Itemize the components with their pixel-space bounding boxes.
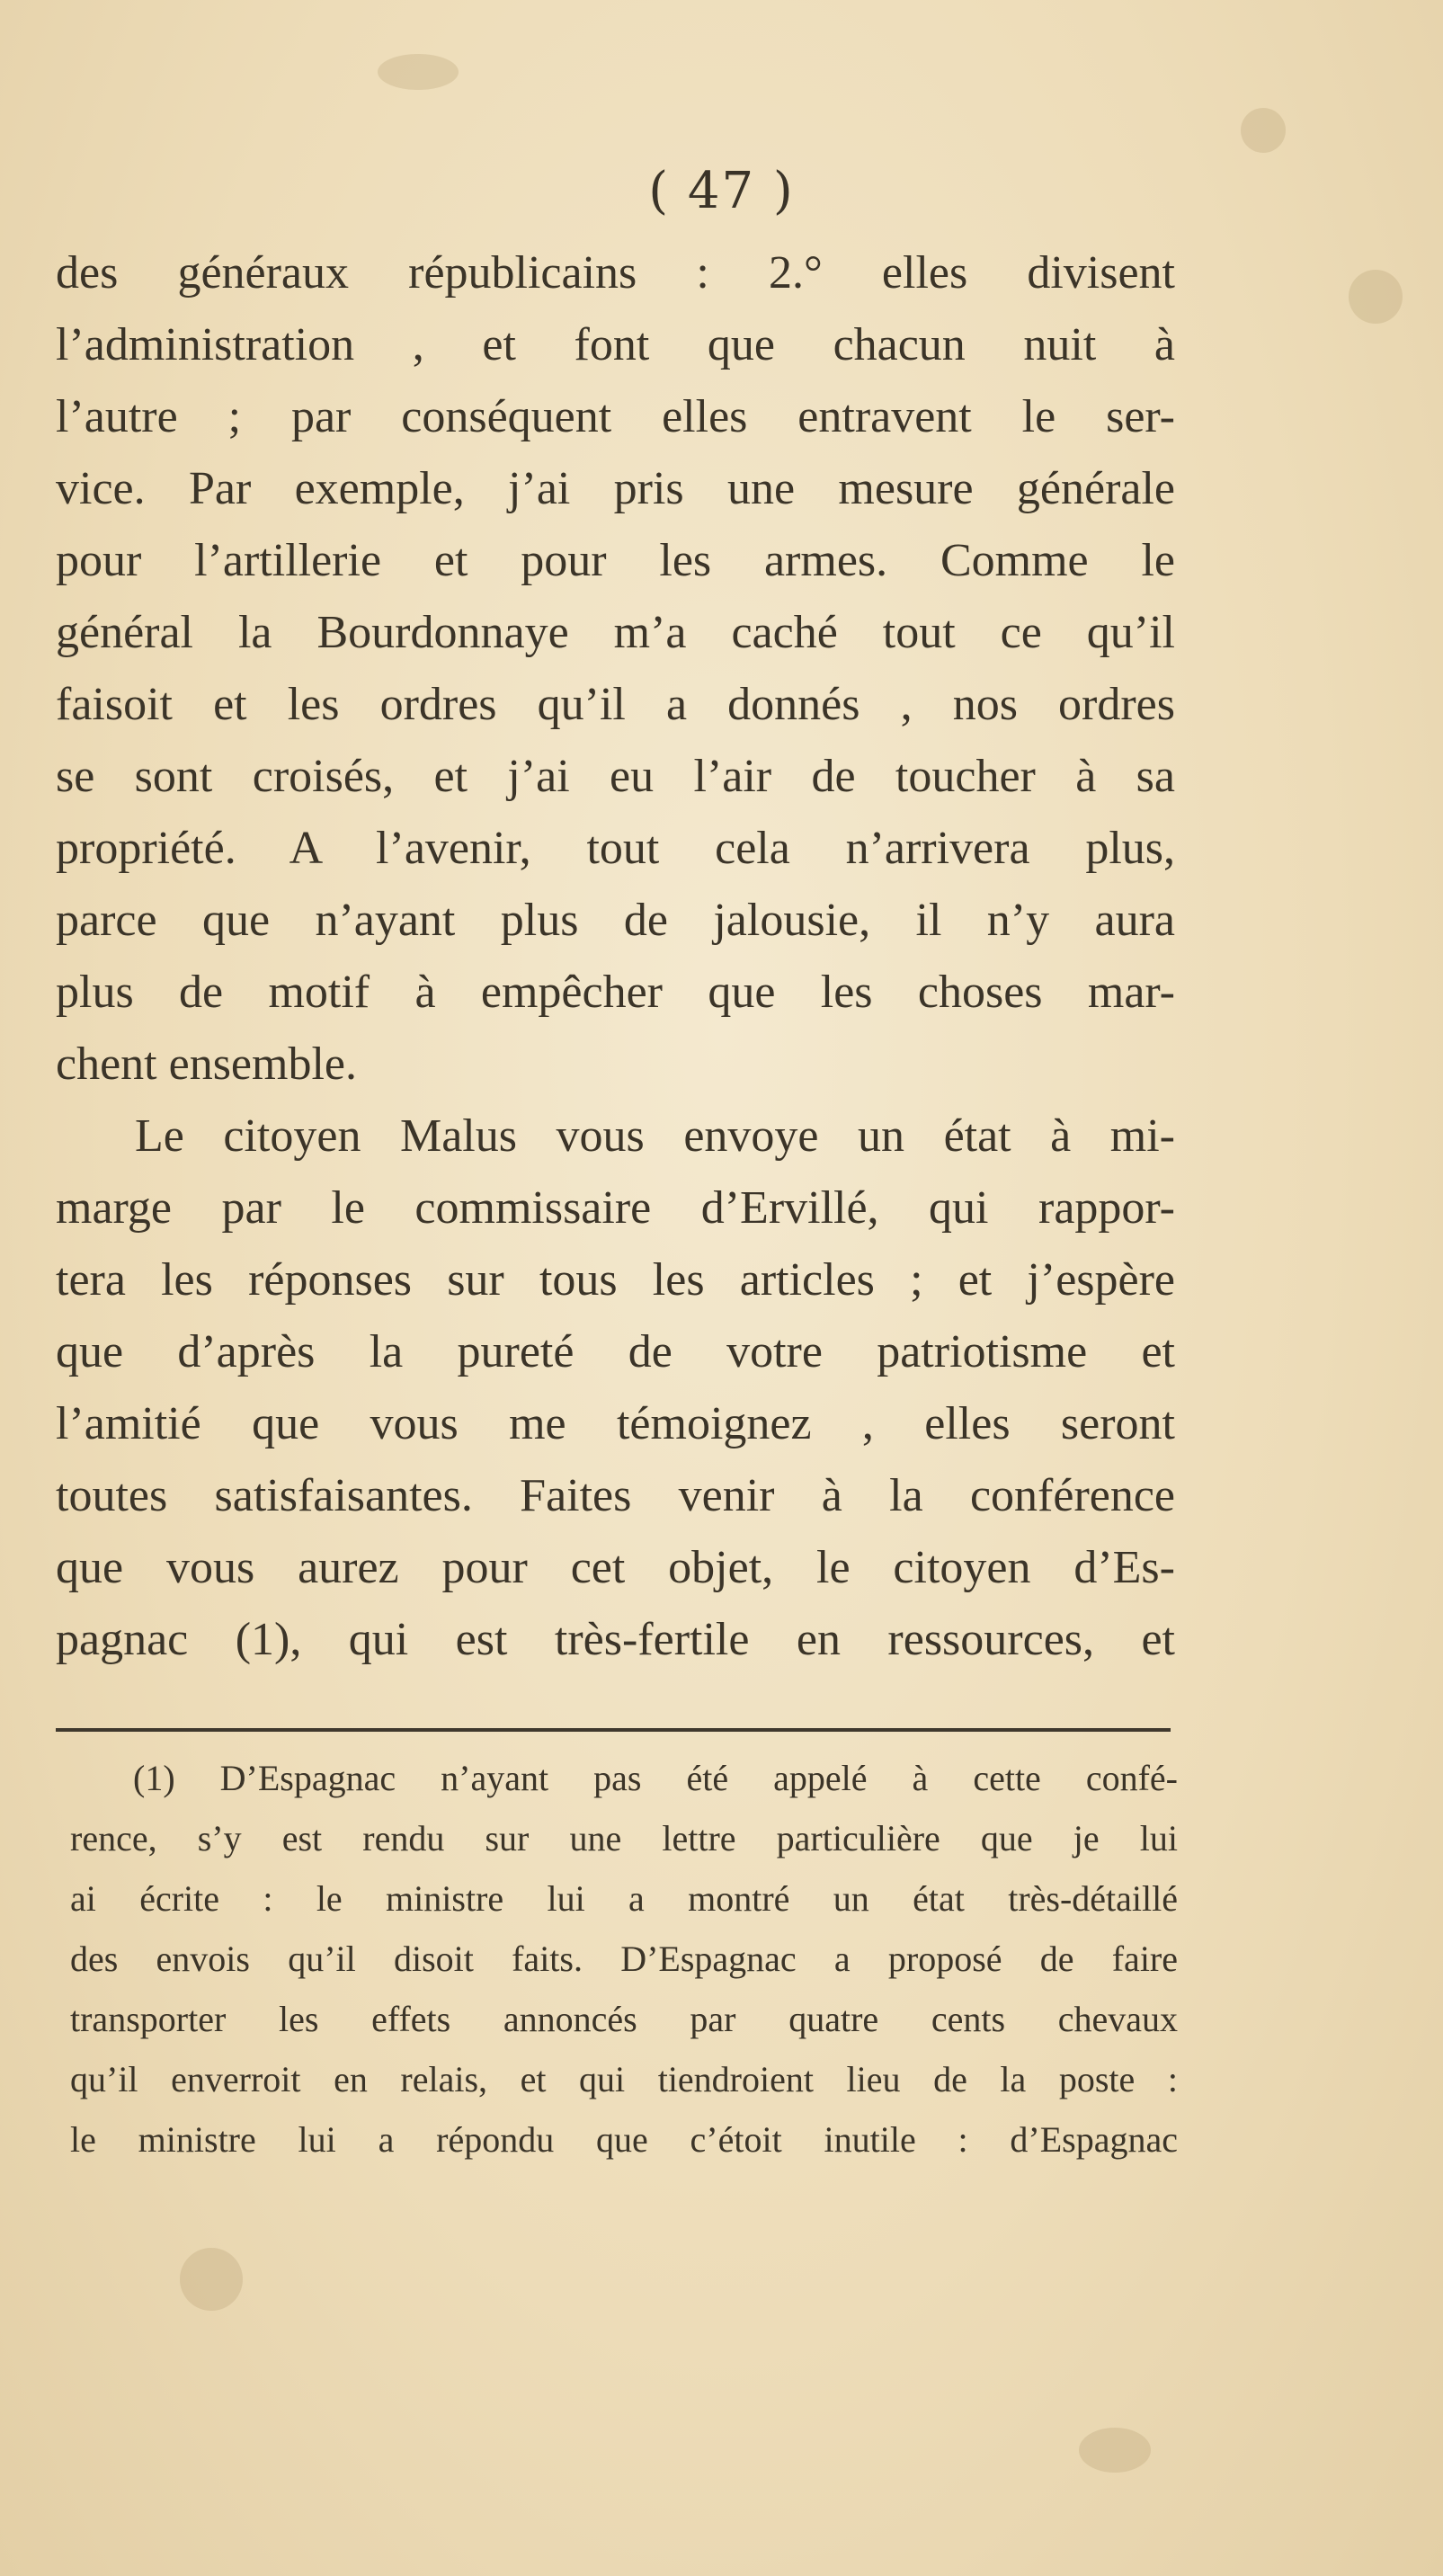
footnote-line: des envois qu’il disoit faits. D’Espagnac a proposé de faire <box>70 1939 1178 1979</box>
footnote <box>70 1748 1178 2170</box>
stain <box>1349 270 1403 324</box>
text-line: l’amitié que vous me témoignez , elles seront <box>56 1398 1175 1449</box>
page-number: ( 47 ) <box>648 162 795 220</box>
text-line: vice. Par exemple, j’ai pris une mesure générale <box>56 463 1175 514</box>
footnote-line: (1) D’Espagnac n’ayant pas été appelé à cette confé- <box>133 1758 1178 1798</box>
stain <box>180 2248 243 2311</box>
text-line: que vous aurez pour cet objet, le citoyen d’Es- <box>56 1542 1175 1593</box>
text-line: parce que n’ayant plus de jalousie, il n’y aura <box>56 895 1175 946</box>
footnote-line: ai écrite : le ministre lui a montré un état très-détaillé <box>70 1878 1178 1919</box>
footnote-rule <box>56 1728 1171 1732</box>
text-line: marge par le commissaire d’Ervillé, qui rappor- <box>56 1182 1175 1234</box>
text-line: des généraux républicains : 2.° elles divisent <box>56 247 1175 299</box>
body-text <box>56 237 1175 1676</box>
footnote-line: transporter les effets annoncés par quatre cents chevaux <box>70 1999 1178 2039</box>
text-line: toutes satisfaisantes. Faites venir à la conférence <box>56 1470 1175 1521</box>
text-line: se sont croisés, et j’ai eu l’air de toucher à sa <box>56 751 1175 802</box>
footnote-line: rence, s’y est rendu sur une lettre particulière que je lui <box>70 1818 1178 1858</box>
text-line: pagnac (1), qui est très-fertile en ressources, et <box>56 1614 1175 1665</box>
text-line: l’administration , et font que chacun nuit à <box>56 319 1175 370</box>
text-line: Le citoyen Malus vous envoye un état à mi- <box>135 1110 1175 1162</box>
text-line: tera les réponses sur tous les articles ; et j’espère <box>56 1254 1175 1306</box>
stain <box>1241 108 1286 153</box>
stain <box>1079 2428 1151 2473</box>
stain <box>378 54 459 90</box>
text-line: pour l’artillerie et pour les armes. Comme le <box>56 535 1175 586</box>
footnote-line: le ministre lui a répondu que c’étoit inutile : d’Espagnac <box>70 2119 1178 2160</box>
text-line: chent ensemble. <box>56 1038 357 1090</box>
text-line: que d’après la pureté de votre patriotisme et <box>56 1326 1175 1377</box>
text-line: l’autre ; par conséquent elles entravent le ser- <box>56 391 1175 442</box>
footnote-line: qu’il enverroit en relais, et qui tiendroient lieu de la poste : <box>70 2059 1178 2099</box>
text-line: plus de motif à empêcher que les choses mar- <box>56 967 1175 1018</box>
text-line: faisoit et les ordres qu’il a donnés , nos ordres <box>56 679 1175 730</box>
text-line: général la Bourdonnaye m’a caché tout ce qu’il <box>56 607 1175 658</box>
text-line: propriété. A l’avenir, tout cela n’arrivera plus, <box>56 823 1175 874</box>
